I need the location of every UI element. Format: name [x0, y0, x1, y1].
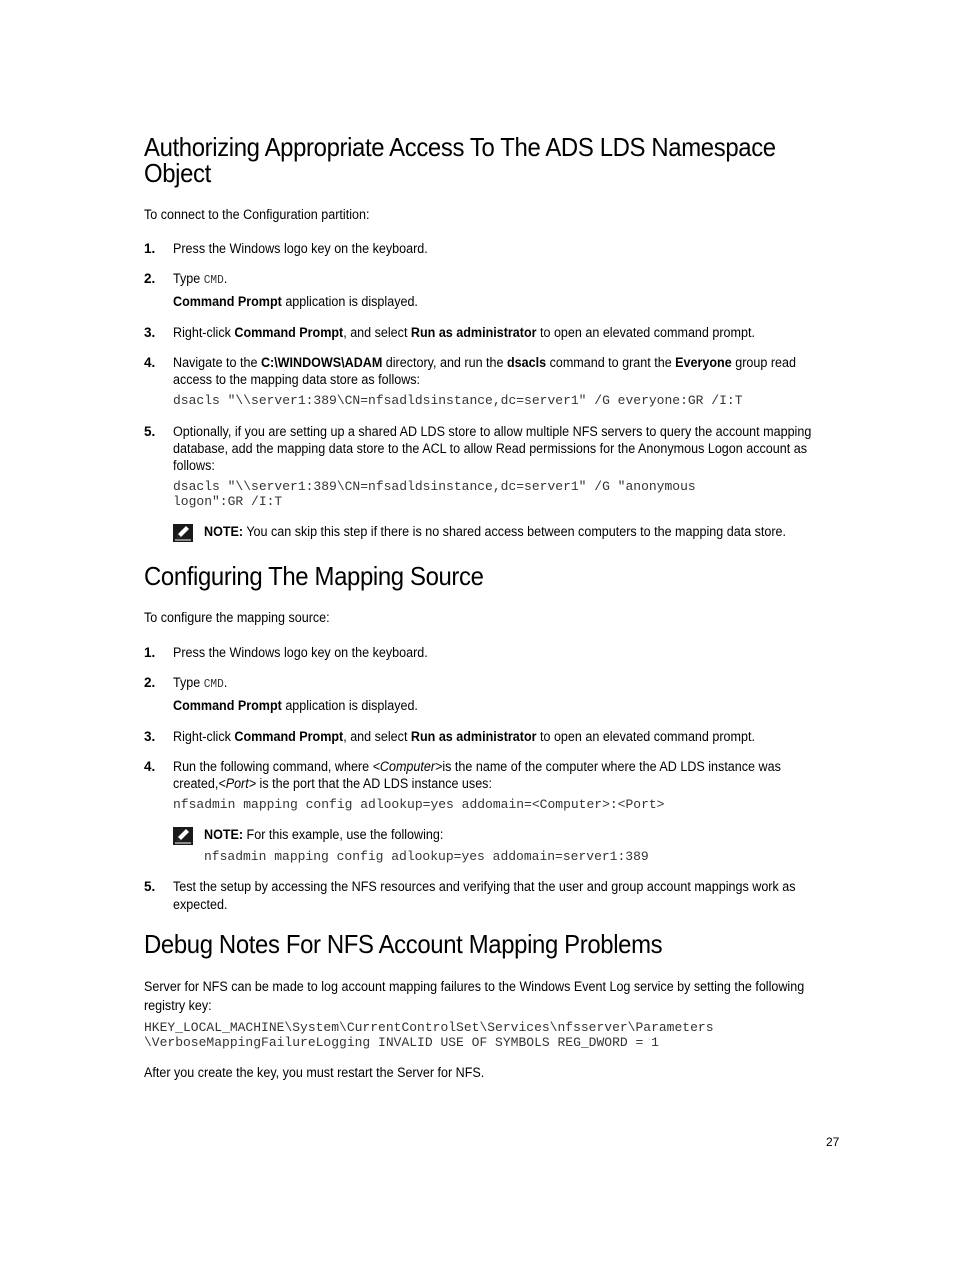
code-block: dsacls "\\server1:389\CN=nfsadldsinstance,dc=server1" /G everyone:GR /I:T	[173, 393, 743, 408]
code-block: dsacls "\\server1:389\CN=nfsadldsinstance,dc=server1" /G "anonymous	[173, 479, 696, 494]
step-text: Run the following command, where <Computer>is the name of the computer where the AD LDS instance was	[173, 759, 781, 774]
paragraph-text: After you create the key, you must restart the Server for NFS.	[144, 1065, 485, 1080]
code-block: HKEY_LOCAL_MACHINE\System\CurrentControlSet\Services\nfsserver\Parameters	[144, 1020, 714, 1035]
step-subtext: Command Prompt application is displayed.	[173, 698, 418, 713]
step-text: database, add the mapping data store to the ACL to allow Read permissions for the Anonymous Logon account as	[173, 441, 807, 456]
intro-text: To configure the mapping source:	[144, 610, 330, 625]
step-text: Press the Windows logo key on the keyboard.	[173, 241, 428, 256]
intro-text: To connect to the Configuration partition:	[144, 207, 370, 222]
step-text: access to the mapping data store as follows:	[173, 372, 421, 387]
section-title-authorizing: Authorizing Appropriate Access To The ADS LDS Namespace Object	[144, 132, 776, 188]
section-title-debug: Debug Notes For NFS Account Mapping Problems	[144, 929, 663, 959]
code-block: nfsadmin mapping config adlookup=yes addomain=server1:389	[204, 849, 649, 864]
step-number: 3.	[144, 729, 156, 744]
step-number: 3.	[144, 325, 156, 340]
note-text: NOTE: For this example, use the following:	[204, 827, 444, 842]
step-text: Type CMD.	[173, 675, 228, 691]
step-text: Right-click Command Prompt, and select Run as administrator to open an elevated command prompt.	[173, 729, 755, 744]
step-text: Optionally, if you are setting up a shared AD LDS store to allow multiple NFS servers to query the account mapping	[173, 424, 812, 439]
step-text: Right-click Command Prompt, and select Run as administrator to open an elevated command prompt.	[173, 325, 755, 340]
step-text: Test the setup by accessing the NFS resources and verifying that the user and group account mappings work as	[173, 879, 796, 894]
step-number: 1.	[144, 645, 156, 660]
pencil-note-icon	[173, 827, 193, 845]
section-title-configuring: Configuring The Mapping Source	[144, 561, 484, 591]
step-number: 1.	[144, 241, 156, 256]
step-number: 2.	[144, 675, 156, 690]
paragraph-text: registry key:	[144, 998, 212, 1013]
step-number: 5.	[144, 424, 156, 439]
step-text: Navigate to the C:\WINDOWS\ADAM directory, and run the dsacls command to grant the Everyone group read	[173, 355, 796, 370]
step-text: Press the Windows logo key on the keyboard.	[173, 645, 428, 660]
code-block: \VerboseMappingFailureLogging INVALID USE OF SYMBOLS REG_DWORD = 1	[144, 1035, 659, 1050]
step-subtext: Command Prompt application is displayed.	[173, 294, 418, 309]
step-number: 4.	[144, 355, 156, 370]
step-text: expected.	[173, 897, 228, 912]
note-text: NOTE: You can skip this step if there is no shared access between computers to the mapping data store.	[204, 524, 787, 539]
code-block: logon":GR /I:T	[173, 494, 283, 509]
code-block: nfsadmin mapping config adlookup=yes addomain=<Computer>:<Port>	[173, 797, 665, 812]
step-text: follows:	[173, 458, 215, 473]
step-text: created,<Port> is the port that the AD LDS instance uses:	[173, 776, 492, 791]
step-number: 2.	[144, 271, 156, 286]
pencil-note-icon	[173, 524, 193, 542]
page-number: 27	[826, 1135, 840, 1149]
step-number: 4.	[144, 759, 156, 774]
paragraph-text: Server for NFS can be made to log account mapping failures to the Windows Event Log service by setting the following	[144, 979, 805, 994]
step-text: Type CMD.	[173, 271, 228, 287]
step-number: 5.	[144, 879, 156, 894]
